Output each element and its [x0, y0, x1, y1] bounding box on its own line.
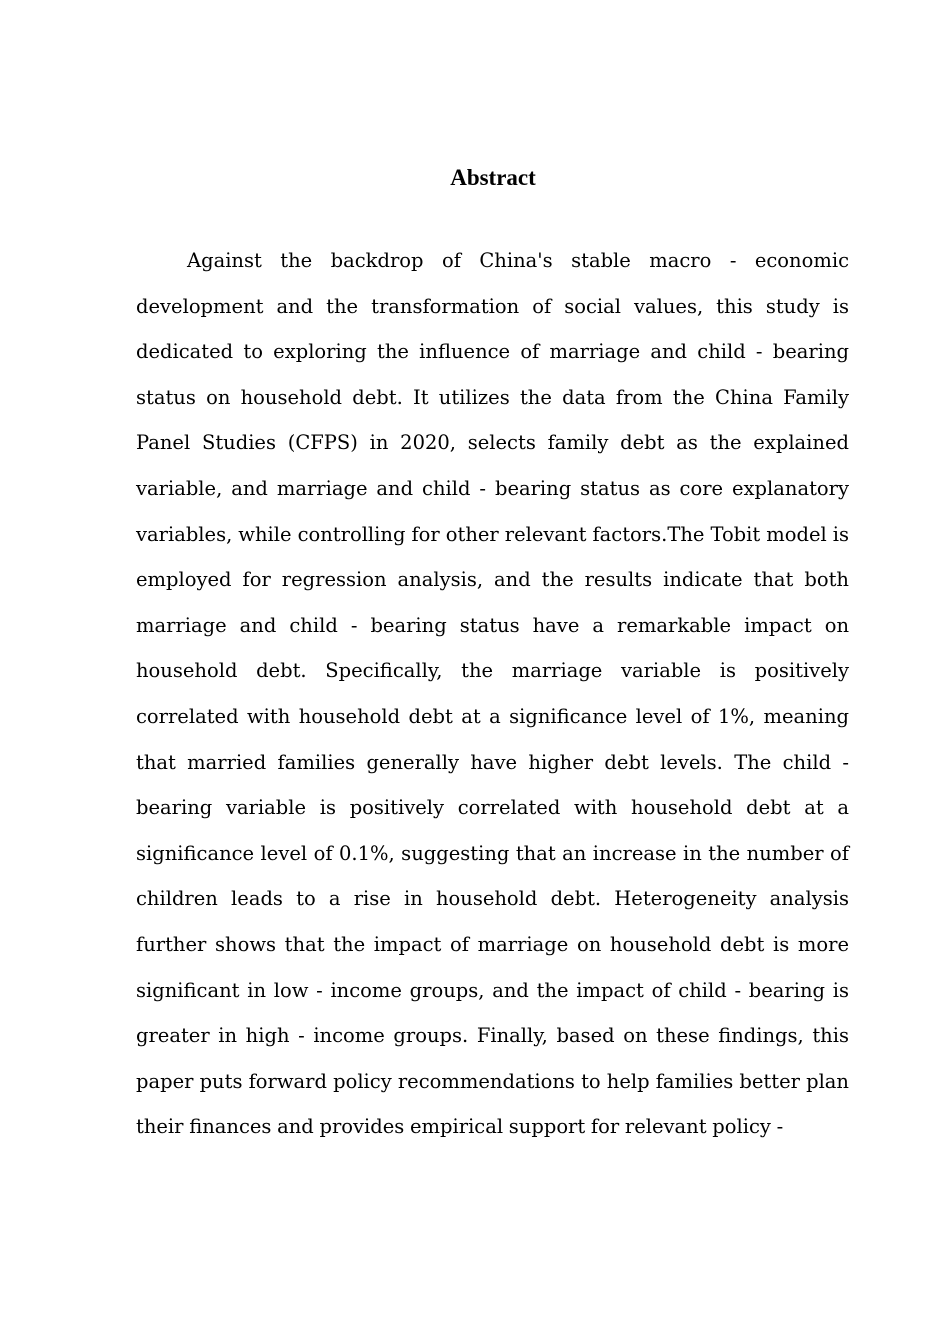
abstract-paragraph: Against the backdrop of China's stable macro - economic development and the transformation of social values, this study is dedicated to exploring the influence of marriage and child - bearing status on household debt. It utilizes the data from the China Family Panel Studies (CFPS) in 2020, selects family debt as the explained variable, and marriage and child - bearing status as core explanatory variables, while controlling for other relevant factors.The Tobit model is employed for regression analysis, and the results indicate that both marriage and child - bearing status have a remarkable impact on household debt. Specifically, the marriage variable is positively correlated with household debt at a significance level of 1%, meaning that married families generally have higher debt levels. The child - bearing variable is positively correlated with household debt at a significance level of 0.1%, suggesting that an increase in the number of children leads to a rise in household debt. Heterogeneity analysis further shows that the impact of marriage on household debt is more significant in low - income groups, and the impact of child - bearing is greater in high - income groups. Finally, based on these findings, this paper puts forward policy recommendations to help families better plan their finances and provides empirical support for relevant policy -	[136, 249, 849, 1139]
abstract-heading: Abstract	[450, 165, 536, 190]
